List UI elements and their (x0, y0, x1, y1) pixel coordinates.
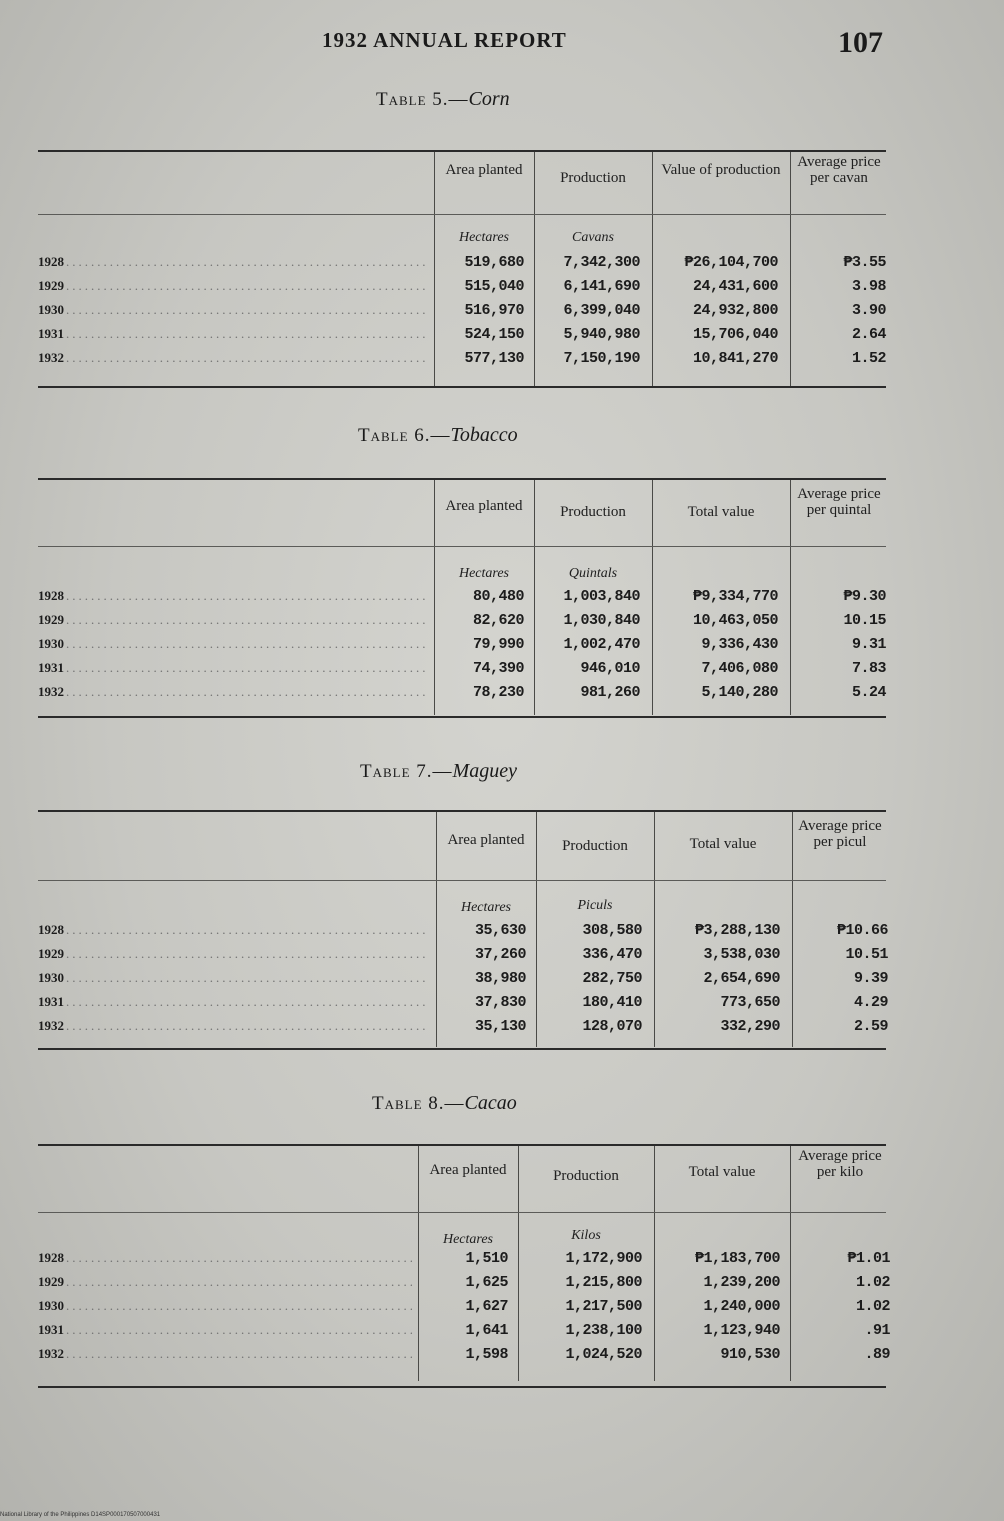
area-value: 1,641 (465, 1322, 508, 1339)
year: 1929 ..... (38, 278, 428, 294)
production-value: 180,410 (582, 994, 642, 1011)
header-average-price: Average price per picul (798, 818, 882, 850)
table-row (38, 970, 886, 994)
production-value: 981,260 (580, 684, 640, 701)
area-value: 78,230 (472, 684, 524, 701)
table-caption-maguey (360, 760, 517, 783)
header-production: Production (560, 504, 626, 520)
production-value: 1,024,520 (565, 1346, 642, 1363)
average-price: 5.24 (851, 684, 886, 701)
table-row (38, 254, 886, 278)
table-number: Table 8.— (372, 1093, 465, 1114)
header-value: Value of production (661, 162, 781, 178)
area-value: 1,510 (465, 1250, 508, 1267)
production-value: 1,217,500 (565, 1298, 642, 1315)
header-production: Production (560, 170, 626, 186)
average-price: ₱10.66 (836, 922, 888, 939)
average-price: ₱9.30 (843, 588, 886, 605)
average-price: .91 (864, 1322, 890, 1339)
average-price: .89 (864, 1346, 890, 1363)
table-row (38, 1322, 890, 1346)
area-value: 35,630 (474, 922, 526, 939)
header-rule (38, 880, 886, 881)
area-value: 1,625 (465, 1274, 508, 1291)
production-value: 336,470 (582, 946, 642, 963)
total-value: 24,431,600 (692, 278, 778, 295)
bottom-rule (38, 386, 886, 388)
production-value: 128,070 (582, 1018, 642, 1035)
table-row (38, 1274, 890, 1298)
year: 1928 ..... (38, 1250, 412, 1266)
header-area-planted: Area planted (445, 498, 523, 514)
header-average-price: Average price per cavan (797, 154, 881, 186)
table-row (38, 588, 886, 612)
year: 1930 ..... (38, 302, 428, 318)
unit-production: Piculs (577, 898, 613, 913)
average-price: 7.83 (851, 660, 886, 677)
table-tobacco (38, 478, 886, 728)
table-number: Table 6.— (358, 425, 451, 446)
production-value: 1,238,100 (565, 1322, 642, 1339)
average-price: 9.31 (851, 636, 886, 653)
table-row (38, 994, 886, 1018)
production-value: 7,150,190 (563, 350, 640, 367)
page-number: 107 (838, 26, 883, 59)
average-price: ₱3.55 (843, 254, 886, 271)
total-value: 7,406,080 (701, 660, 778, 677)
total-value: 1,240,000 (703, 1298, 780, 1315)
header-production: Production (553, 1168, 619, 1184)
area-value: 37,260 (474, 946, 526, 963)
table-row (38, 922, 886, 946)
production-value: 282,750 (582, 970, 642, 987)
total-value: ₱3,288,130 (694, 922, 780, 939)
area-value: 37,830 (474, 994, 526, 1011)
year: 1932 ..... (38, 350, 428, 366)
production-value: 1,172,900 (565, 1250, 642, 1267)
header-total-value: Total value (688, 1164, 756, 1180)
table-row (38, 636, 886, 660)
total-value: 910,530 (720, 1346, 780, 1363)
average-price: 9.39 (853, 970, 888, 987)
table-row (38, 660, 886, 684)
table-row (38, 1298, 890, 1322)
year: 1932 ..... (38, 684, 428, 700)
year: 1928 ..... (38, 922, 428, 938)
year: 1931 ..... (38, 1322, 412, 1338)
year: 1931 ..... (38, 994, 428, 1010)
average-price: 1.02 (855, 1298, 890, 1315)
total-value: 773,650 (720, 994, 780, 1011)
average-price: 1.52 (851, 350, 886, 367)
table-caption-tobacco (358, 424, 518, 447)
crop-name: Tobacco (450, 424, 518, 446)
year: 1931 ..... (38, 326, 428, 342)
area-value: 79,990 (472, 636, 524, 653)
area-value: 515,040 (464, 278, 524, 295)
area-value: 35,130 (474, 1018, 526, 1035)
total-value: 3,538,030 (703, 946, 780, 963)
unit-production: Kilos (571, 1228, 601, 1243)
header-rule (38, 214, 886, 215)
year: 1929 ..... (38, 1274, 412, 1290)
total-value: ₱9,334,770 (692, 588, 778, 605)
unit-production: Quintals (568, 566, 618, 581)
average-price: 2.59 (853, 1018, 888, 1035)
year: 1930 ..... (38, 636, 428, 652)
area-value: 524,150 (464, 326, 524, 343)
table-row (38, 1018, 886, 1042)
production-value: 1,215,800 (565, 1274, 642, 1291)
table-row (38, 302, 886, 326)
production-value: 1,003,840 (563, 588, 640, 605)
average-price: 3.98 (851, 278, 886, 295)
crop-name: Maguey (452, 760, 517, 782)
table-row (38, 350, 886, 374)
total-value: 1,123,940 (703, 1322, 780, 1339)
top-rule (38, 1144, 886, 1146)
total-value: 10,841,270 (692, 350, 778, 367)
production-value: 946,010 (580, 660, 640, 677)
bottom-rule (38, 1048, 886, 1050)
table-maguey (38, 810, 886, 1060)
table-corn (38, 150, 886, 400)
total-value: 2,654,690 (703, 970, 780, 987)
total-value: 15,706,040 (692, 326, 778, 343)
unit-area: Hectares (458, 230, 510, 245)
average-price: 3.90 (851, 302, 886, 319)
header-area-planted: Area planted (447, 832, 525, 848)
total-value: 332,290 (720, 1018, 780, 1035)
year: 1929 ..... (38, 946, 428, 962)
header-average-price: Average price per kilo (798, 1148, 882, 1180)
top-rule (38, 150, 886, 152)
year: 1932 ..... (38, 1346, 412, 1362)
table-row (38, 278, 886, 302)
average-price: 4.29 (853, 994, 888, 1011)
bottom-rule (38, 1386, 886, 1388)
table-number: Table 5.— (376, 89, 469, 110)
year: 1930 ..... (38, 970, 428, 986)
area-value: 1,598 (465, 1346, 508, 1363)
table-row (38, 1250, 890, 1274)
area-value: 82,620 (472, 612, 524, 629)
production-value: 1,002,470 (563, 636, 640, 653)
header-production: Production (562, 838, 628, 854)
unit-area: Hectares (442, 1232, 494, 1247)
header-total-value: Total value (687, 504, 755, 520)
average-price: 2.64 (851, 326, 886, 343)
area-value: 519,680 (464, 254, 524, 271)
total-value: 10,463,050 (692, 612, 778, 629)
total-value: 24,932,800 (692, 302, 778, 319)
crop-name: Corn (468, 88, 510, 110)
table-row (38, 684, 886, 708)
production-value: 6,399,040 (563, 302, 640, 319)
year: 1928 ..... (38, 254, 428, 270)
total-value: ₱1,183,700 (694, 1250, 780, 1267)
unit-production: Cavans (572, 230, 614, 245)
unit-area: Hectares (458, 566, 510, 581)
year: 1932 ..... (38, 1018, 428, 1034)
average-price: ₱1.01 (847, 1250, 890, 1267)
table-caption-cacao (372, 1092, 517, 1115)
table-row (38, 326, 886, 350)
running-head: 1932 ANNUAL REPORT (322, 28, 567, 52)
area-value: 80,480 (472, 588, 524, 605)
year: 1929 ..... (38, 612, 428, 628)
bottom-rule (38, 716, 886, 718)
area-value: 577,130 (464, 350, 524, 367)
production-value: 6,141,690 (563, 278, 640, 295)
total-value: 5,140,280 (701, 684, 778, 701)
top-rule (38, 810, 886, 812)
area-value: 38,980 (474, 970, 526, 987)
crop-name: Cacao (464, 1092, 517, 1114)
header-average-price: Average price per quintal (797, 486, 881, 518)
unit-area: Hectares (460, 900, 512, 915)
scan-footer-note: National Library of the Philippines D14SP000170507000431 (0, 1512, 161, 1518)
header-rule (38, 546, 886, 547)
year: 1931 ..... (38, 660, 428, 676)
table-cacao (38, 1144, 890, 1394)
average-price: 1.02 (855, 1274, 890, 1291)
area-value: 516,970 (464, 302, 524, 319)
header-total-value: Total value (689, 836, 757, 852)
average-price: 10.51 (845, 946, 888, 963)
header-area-planted: Area planted (445, 162, 523, 178)
area-value: 74,390 (472, 660, 524, 677)
total-value: ₱26,104,700 (684, 254, 778, 271)
total-value: 9,336,430 (701, 636, 778, 653)
production-value: 308,580 (582, 922, 642, 939)
table-row (38, 946, 886, 970)
average-price: 10.15 (843, 612, 886, 629)
table-number: Table 7.— (360, 761, 453, 782)
table-caption-corn (376, 88, 510, 111)
production-value: 5,940,980 (563, 326, 640, 343)
total-value: 1,239,200 (703, 1274, 780, 1291)
table-row (38, 1346, 890, 1370)
production-value: 7,342,300 (563, 254, 640, 271)
area-value: 1,627 (465, 1298, 508, 1315)
header-rule (38, 1212, 886, 1213)
table-row (38, 612, 886, 636)
production-value: 1,030,840 (563, 612, 640, 629)
header-area-planted: Area planted (429, 1162, 507, 1178)
year: 1930 ..... (38, 1298, 412, 1314)
top-rule (38, 478, 886, 480)
year: 1928 ..... (38, 588, 428, 604)
